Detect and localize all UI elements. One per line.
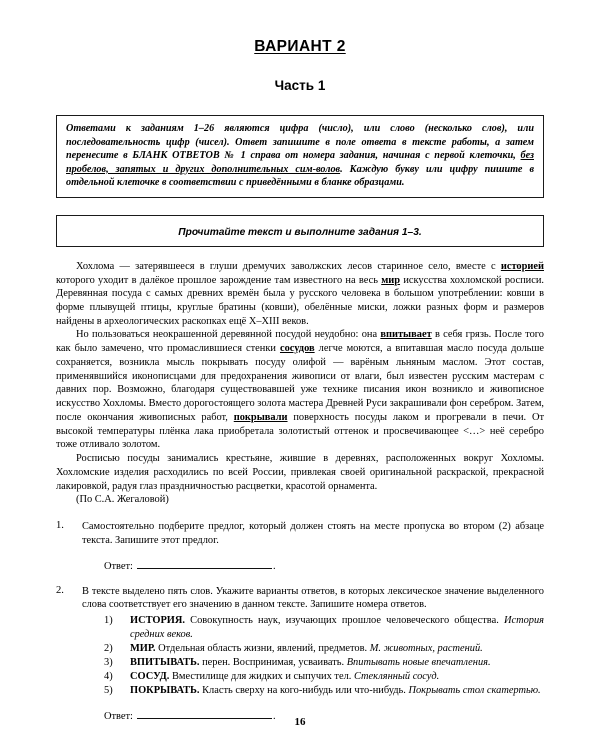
reading-passage [56, 260, 544, 507]
instruction-box [56, 115, 544, 198]
choice-4-headword: СОСУД. [130, 670, 170, 682]
task-1-answer-label: Ответ: [104, 560, 133, 572]
page-number: 16 [294, 716, 306, 728]
page-title: ВАРИАНТ 2 [254, 38, 346, 55]
read-instruction-box [56, 215, 544, 247]
instruction-underline-2: волов [315, 163, 341, 175]
choice-option-5[interactable] [104, 684, 544, 698]
task-2-answer-label: Ответ: [104, 710, 133, 722]
choice-1-marker: 1) [104, 614, 113, 626]
choice-2-headword: МИР. [130, 642, 156, 654]
choice-1-example: История средних веков. [130, 614, 544, 640]
task-2-prompt: В тексте выделено пять слов. Укажите варианты ответов, в которых лексическое значение выделенного слова соответствует его значению в данном тексте. Запишите номера ответов. [82, 585, 544, 611]
choice-option-4[interactable] [104, 670, 544, 684]
task-2-number: 2. [56, 584, 64, 596]
task-1-body [82, 520, 544, 571]
choice-3-example: Впитывать новые впечатления. [346, 656, 491, 668]
read-instruction-label: Прочитайте текст и выполните задания 1–3. [178, 226, 422, 238]
instruction-text [66, 122, 534, 190]
passage-p2-text-b: в себя грязь. После того как было замечено, что промаслившиеся стенки [56, 329, 544, 355]
choice-4-definition: Вместилище для жидких и сыпучих тел. [169, 670, 354, 682]
highlight-word-vpityvaet: впитывает [380, 329, 432, 341]
passage-p1-text-b: которого уходит в далёкое прошлое зарождение там известного на весь [56, 274, 382, 286]
choice-5-marker: 5) [104, 684, 113, 696]
passage-paragraph-3: Росписью посуды занимались крестьяне, жившие в деревнях, расположенных вокруг Хохломы. Хохломские изделия расходились по всей России, привлекая своей оригинальной раскраской, прекрасной лакировкой, радуя глаз праздничностью расцветки, красотой орнамента. [56, 453, 544, 492]
task-2-answer-period: . [272, 710, 276, 722]
choice-3-headword: ВПИТЫВАТЬ. [130, 656, 200, 668]
part-title: Часть 1 [274, 78, 326, 93]
task-1-answer-input[interactable] [137, 559, 272, 569]
highlight-word-pokryvali: покрывали [233, 411, 288, 423]
choice-option-2[interactable] [104, 642, 544, 656]
task-1-answer-period: . [272, 560, 276, 572]
passage-paragraph-1 [56, 260, 544, 329]
choice-3-definition: перен. Воспринимая, усваивать. [199, 656, 347, 668]
instruction-text-tail: . Каждую букву или цифру пишите в отдельной клеточке в соответствии с приведёнными в бланке образцами. [66, 163, 534, 189]
passage-p1-text-a: Хохлома — затерявшееся в глуши дремучих заволжских лесов старинное село, вместе с [76, 260, 501, 272]
choice-option-1[interactable] [104, 614, 544, 642]
choice-1-headword: ИСТОРИЯ. [130, 614, 185, 626]
task-2-body [82, 585, 544, 722]
choice-5-definition: Класть сверху на кого-нибудь или что-нибудь. [199, 684, 409, 696]
passage-attribution: (По С.А. Жегаловой) [76, 494, 169, 506]
instruction-text-head: Ответами к заданиям 1–26 являются цифра (число), или слово (несколько слов), или последовательность цифр (чисел). Ответ запишите в поле ответа в тексте работы, а затем перенесите в БЛАНК ОТВЕТОВ № 1 справа от номера задания, начиная с первой клеточки, [66, 123, 534, 162]
choice-2-marker: 2) [104, 642, 113, 654]
choice-option-3[interactable] [104, 656, 544, 670]
task-2-choice-list [82, 614, 544, 698]
highlight-word-sosudov: сосудов [279, 343, 315, 355]
instruction-underline-1: без пробелов, запятых и других дополнительных сим- [66, 150, 534, 175]
choice-2-example: М. животных, растений. [369, 642, 483, 654]
passage-paragraph-2 [56, 328, 544, 452]
choice-3-marker: 3) [104, 656, 113, 668]
choice-1-definition: Совокупность наук, изучающих прошлое человеческого общества. [185, 614, 504, 626]
choice-5-headword: ПОКРЫВАТЬ. [130, 684, 200, 696]
highlight-word-istoriya: историей [500, 260, 544, 272]
passage-p2-text-d: поверхность посуды лаком и прогревали в печи. От высокой температуры плёнка лака приобретала золотистый оттенок и просвечивающее <…> неё серебро тоже отливало золотом. [56, 411, 544, 451]
task-1-number: 1. [56, 520, 64, 532]
task-1-prompt: Самостоятельно подберите предлог, который должен стоять на месте пропуска во втором (2) абзаце текста. Запишите этот предлог. [82, 521, 544, 546]
choice-2-definition: Отдельная область жизни, явлений, предметов. [155, 642, 370, 654]
passage-p2-text-a: Но пользоваться неокрашенной деревянной посудой неудобно: она [76, 329, 381, 341]
choice-4-example: Стеклянный сосуд. [353, 670, 440, 682]
passage-p1-text-c: искусства хохломской росписи. Деревянная посуда с самых древних времён была у русского человека в большом употреблении: ковши в форме плывущей птицы, круглые братины (ковши), обелённые миски, ложки разных форм и размеров найдены в археологических раскопках ещё X–XIII веков. [56, 274, 544, 327]
choice-4-marker: 4) [104, 670, 113, 682]
task-1 [56, 520, 544, 571]
choice-5-example: Покрывать стол скатертью. [408, 684, 541, 696]
task-1-answer-row [82, 559, 544, 572]
highlight-word-mir: мир [381, 274, 401, 286]
passage-p2-text-c: легче моются, а впитавшая масло посуда дольше сохраняется, возникла мысль покрывать посуду олифой — варёным льняным маслом. Этот состав, применявшийся иконописцами для предохранения живописи от влаги, был известен русским мастерам с давних пор. Возможно, благодаря существовавшей уже технике писания икон возникло и живописное искусство Хохломы. Вместо дорогостоящего золота мастера Древней Руси закрашивали фон серебром. Затем, после окончания живописных работ, [56, 343, 544, 423]
task-2 [56, 585, 544, 722]
